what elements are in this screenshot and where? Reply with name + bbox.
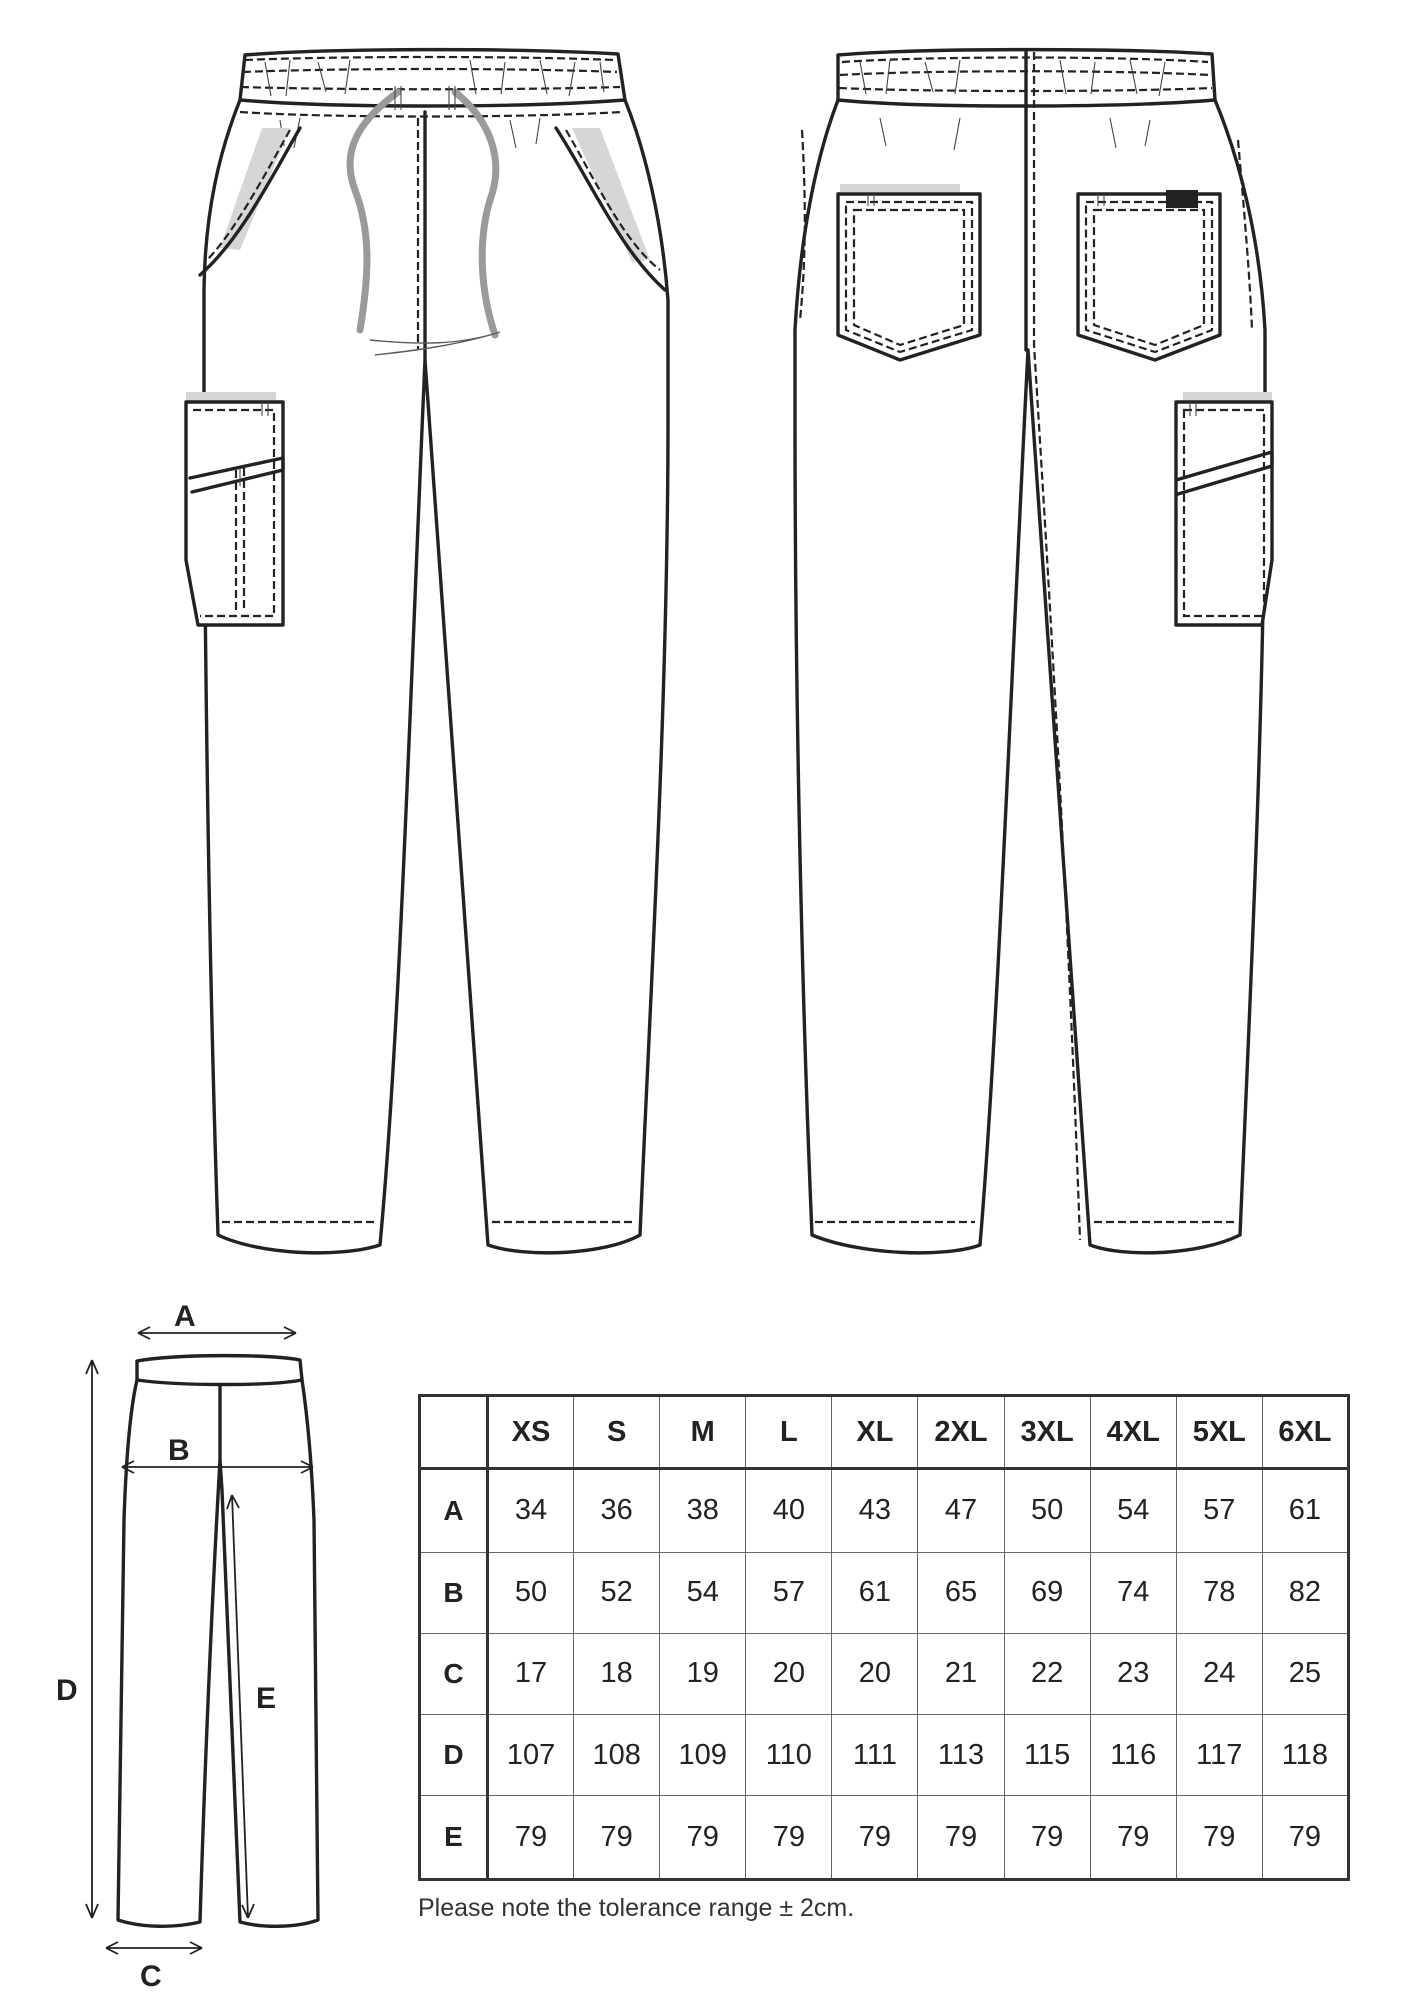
- dimension-b-arrow: [122, 1461, 313, 1473]
- table-row: [420, 1552, 1349, 1633]
- table-cell: 79: [1176, 1796, 1262, 1880]
- table-cell: 61: [1262, 1469, 1348, 1553]
- back-cargo-pocket: [1176, 402, 1272, 625]
- table-cell: 79: [1004, 1796, 1090, 1880]
- brand-tag: [1166, 190, 1198, 208]
- label-b: B: [168, 1434, 190, 1467]
- size-header: XL: [832, 1396, 918, 1469]
- table-cell: 79: [1090, 1796, 1176, 1880]
- table-cell: 52: [574, 1552, 660, 1633]
- back-view-trousers: [795, 50, 1272, 1253]
- table-cell: 40: [746, 1469, 832, 1553]
- table-cell: 36: [574, 1469, 660, 1553]
- table-cell: 65: [918, 1552, 1004, 1633]
- size-header: 6XL: [1262, 1396, 1348, 1469]
- table-cell: 57: [746, 1552, 832, 1633]
- size-header-row: [420, 1396, 1349, 1469]
- table-cell: 50: [1004, 1469, 1090, 1553]
- table-cell: 21: [918, 1633, 1004, 1714]
- table-cell: 22: [1004, 1633, 1090, 1714]
- table-cell: 25: [1262, 1633, 1348, 1714]
- table-cell: 108: [574, 1715, 660, 1796]
- table-cell: 111: [832, 1715, 918, 1796]
- table-cell: 19: [660, 1633, 746, 1714]
- table-cell: 109: [660, 1715, 746, 1796]
- table-cell: 79: [488, 1796, 574, 1880]
- table-cell: 50: [488, 1552, 574, 1633]
- label-e: E: [256, 1682, 277, 1715]
- row-label: B: [420, 1552, 488, 1633]
- table-cell: 116: [1090, 1715, 1176, 1796]
- table-row: [420, 1633, 1349, 1714]
- size-header: M: [660, 1396, 746, 1469]
- table-cell: 79: [746, 1796, 832, 1880]
- size-header: XS: [488, 1396, 574, 1469]
- front-cargo-pocket: [186, 402, 283, 625]
- table-cell: 78: [1176, 1552, 1262, 1633]
- table-cell: 69: [1004, 1552, 1090, 1633]
- table-cell: 74: [1090, 1552, 1176, 1633]
- table-row: [420, 1796, 1349, 1880]
- label-c: C: [140, 1960, 162, 1993]
- table-cell: 34: [488, 1469, 574, 1553]
- size-chart-table: [418, 1394, 1350, 1881]
- row-label: A: [420, 1469, 488, 1553]
- table-cell: 79: [574, 1796, 660, 1880]
- table-cell: 24: [1176, 1633, 1262, 1714]
- size-header: 5XL: [1176, 1396, 1262, 1469]
- table-cell: 43: [832, 1469, 918, 1553]
- size-header: 3XL: [1004, 1396, 1090, 1469]
- table-cell: 118: [1262, 1715, 1348, 1796]
- size-header: L: [746, 1396, 832, 1469]
- table-cell: 54: [660, 1552, 746, 1633]
- table-cell: 57: [1176, 1469, 1262, 1553]
- measure-trouser-outline: [118, 1356, 318, 1927]
- table-cell: 79: [1262, 1796, 1348, 1880]
- tolerance-note: Please note the tolerance range ± 2cm.: [418, 1894, 855, 1922]
- table-cell: 110: [746, 1715, 832, 1796]
- table-cell: 17: [488, 1633, 574, 1714]
- table-cell: 47: [918, 1469, 1004, 1553]
- table-cell: 20: [746, 1633, 832, 1714]
- table-cell: 107: [488, 1715, 574, 1796]
- table-row: [420, 1715, 1349, 1796]
- header-corner: [420, 1396, 488, 1469]
- label-d: D: [56, 1674, 78, 1707]
- label-a: A: [174, 1300, 196, 1333]
- table-cell: 20: [832, 1633, 918, 1714]
- front-view-trousers: [186, 50, 668, 1253]
- size-header: S: [574, 1396, 660, 1469]
- table-cell: 61: [832, 1552, 918, 1633]
- front-trouser-outline: [204, 50, 668, 1253]
- table-cell: 115: [1004, 1715, 1090, 1796]
- table-cell: 79: [918, 1796, 1004, 1880]
- measurement-diagram: [56, 1300, 318, 1993]
- dimension-d-arrow: [86, 1360, 98, 1918]
- table-cell: 38: [660, 1469, 746, 1553]
- row-label: C: [420, 1633, 488, 1714]
- table-cell: 23: [1090, 1633, 1176, 1714]
- table-cell: 113: [918, 1715, 1004, 1796]
- dimension-c-arrow: [106, 1942, 202, 1954]
- size-header: 4XL: [1090, 1396, 1176, 1469]
- table-cell: 54: [1090, 1469, 1176, 1553]
- table-cell: 82: [1262, 1552, 1348, 1633]
- row-label: D: [420, 1715, 488, 1796]
- table-cell: 79: [660, 1796, 746, 1880]
- row-label: E: [420, 1796, 488, 1880]
- size-header: 2XL: [918, 1396, 1004, 1469]
- table-cell: 79: [832, 1796, 918, 1880]
- table-cell: 117: [1176, 1715, 1262, 1796]
- dimension-a-arrow: [138, 1327, 296, 1339]
- table-row: [420, 1469, 1349, 1553]
- table-cell: 18: [574, 1633, 660, 1714]
